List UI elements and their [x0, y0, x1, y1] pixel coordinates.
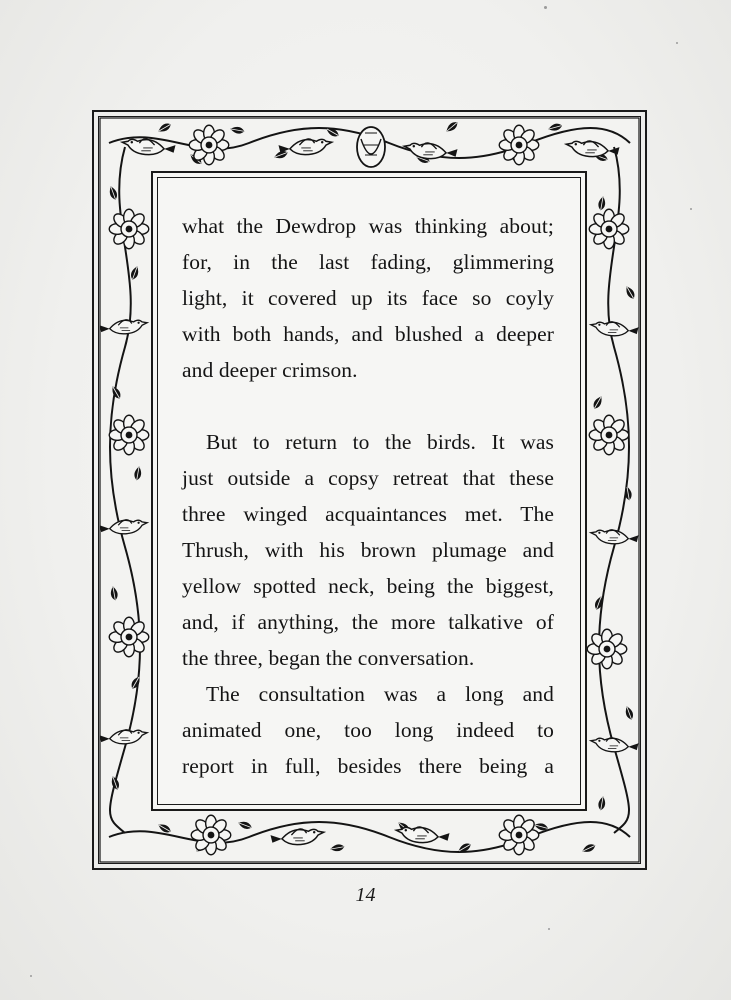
text-line: with both hands, and blushed a deeper	[182, 322, 554, 346]
rose-icon	[191, 815, 231, 855]
perched-bird-icon	[357, 127, 385, 167]
text-line: The consultation was a long and	[206, 682, 554, 706]
paper-speck	[30, 975, 32, 977]
page-number: 14	[355, 884, 376, 906]
page-text	[182, 208, 554, 784]
text-line: Thrush, with his brown plumage and	[182, 538, 554, 562]
text-line: three winged acquaintances met. The	[182, 502, 554, 526]
text-line: and, if anything, the more talkative of	[182, 610, 554, 634]
text-line: the three, began the conversation.	[182, 646, 475, 670]
rose-icon	[109, 209, 149, 249]
text-line: report in full, besides there being a	[182, 754, 554, 778]
text-line: for, in the last fading, glimmering	[182, 250, 554, 274]
text-line: and deeper crimson.	[182, 358, 358, 382]
rose-icon	[499, 815, 539, 855]
rose-icon	[109, 617, 149, 657]
paper-speck	[690, 208, 692, 210]
rose-icon	[587, 629, 627, 669]
text-line: light, it covered up its face so coyly	[182, 286, 554, 310]
rose-icon	[589, 415, 629, 455]
rose-icon	[189, 125, 229, 165]
text-line: yellow spotted neck, being the biggest,	[182, 574, 554, 598]
paper-speck	[548, 928, 550, 930]
text-line: just outside a copsy retreat that these	[182, 466, 554, 490]
paper-speck	[676, 42, 678, 44]
text-line: But to return to the birds. It was	[206, 430, 554, 454]
paper-speck	[544, 6, 547, 9]
text-line: what the Dewdrop was thinking about;	[182, 214, 554, 238]
rose-icon	[499, 125, 539, 165]
text-line: animated one, too long indeed to	[182, 718, 554, 742]
rose-icon	[589, 209, 629, 249]
paragraph-gap	[182, 388, 554, 424]
rose-icon	[109, 415, 149, 455]
